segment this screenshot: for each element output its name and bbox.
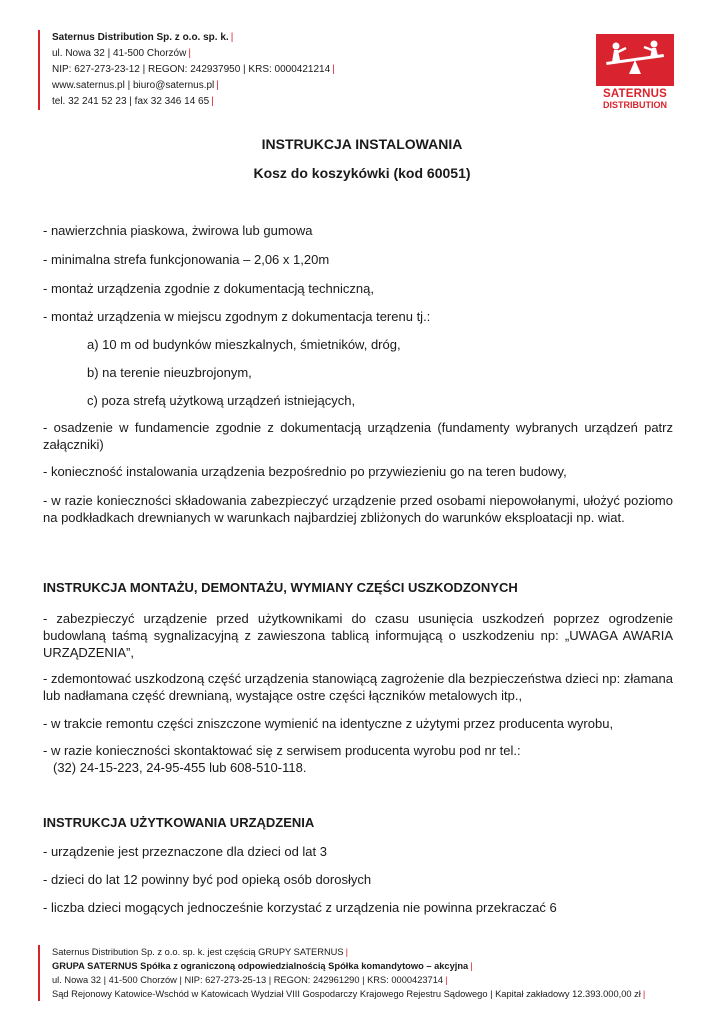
install-item: - nawierzchnia piaskowa, żwirowa lub gumowa	[43, 223, 313, 238]
document-title: INSTRUKCJA INSTALOWANIA	[261, 136, 463, 152]
montage-item: - zabezpieczyć urządzenie przed użytkownikami do czasu usunięcia uszkodzeń poprzez ogrodzenie budowlaną taśmą sygnalizacyjną z zawieszona tablicą informującą o uszkodzeniu np: „UWAGA AWARIA URZĄDZENIA”,	[43, 611, 673, 660]
usage-item: - liczba dzieci mogących jednocześnie korzystać z urządzenia nie powinna przekraczać 6	[43, 900, 557, 915]
usage-heading: INSTRUKCJA UŻYTKOWANIA URZĄDZENIA	[43, 815, 315, 830]
company-name: Saternus Distribution Sp. z o.o. sp. k.	[52, 32, 229, 43]
install-item: - osadzenie w fundamencie zgodnie z dokumentacją urządzenia (fundamenty wybranych urządzeń patrz załączniki)	[43, 420, 673, 452]
montage-item: - zdemontować uszkodzoną część urządzenia stanowiącą zagrożenie dla bezpieczeństwa dzieci np: złamana lub nadłamana część drewnianą, wystające ostre części łączników metalowych itp.,	[43, 671, 673, 703]
usage-item: - urządzenie jest przeznaczone dla dzieci od lat 3	[43, 844, 327, 859]
install-item: - konieczność instalowania urządzenia bezpośrednio po przywiezieniu go na teren budowy,	[43, 464, 567, 479]
company-phone: tel. 32 241 52 23 | fax 32 346 14 65	[52, 96, 210, 107]
document-subtitle: Kosz do koszykówki (kod 60051)	[253, 165, 471, 181]
montage-item: - w trakcie remontu części zniszczone wymienić na identyczne z użytymi przez producenta wyrobu,	[43, 716, 614, 731]
install-subitem: a) 10 m od budynków mieszkalnych, śmietników, dróg,	[87, 337, 401, 352]
company-address: ul. Nowa 32 | 41-500 Chorzów	[52, 48, 187, 59]
install-item: - minimalna strefa funkcjonowania – 2,06 x 1,20m	[43, 252, 330, 267]
install-item: - w razie konieczności składowania zabezpieczyć urządzenie przed osobami niepowołanymi, ułożyć poziomo na podkładkach drewnianych w warunkach najbardziej zbliżonych do warunków eksploatacji np. wiat.	[43, 493, 673, 525]
montage-item: - w razie konieczności skontaktować się z serwisem producenta wyrobu pod nr tel.:	[43, 743, 521, 758]
install-item: - montaż urządzenia zgodnie z dokumentacją techniczną,	[43, 281, 374, 296]
footer-line: ul. Nowa 32 | 41-500 Chorzów | NIP: 627-273-25-13 | REGON: 242961290 | KRS: 0000423714	[52, 975, 444, 985]
logo-text-saternus: SATERNUS	[602, 88, 667, 100]
logo-text-distribution: DISTRIBUTION	[603, 100, 667, 110]
company-ids: NIP: 627-273-23-12 | REGON: 242937950 | KRS: 0000421214	[52, 64, 331, 75]
install-subitem: b) na terenie nieuzbrojonym,	[87, 365, 252, 380]
footer-line: Sąd Rejonowy Katowice-Wschód w Katowicach Wydział VIII Gospodarczy Krajowego Rejestru Sądowego | Kapitał zakładowy 12.393.000,00 zł	[52, 989, 641, 999]
seesaw-icon	[596, 34, 674, 86]
montage-heading: INSTRUKCJA MONTAŻU, DEMONTAŻU, WYMIANY CZĘŚCI USZKODZONYCH	[43, 580, 518, 595]
company-footer: Saternus Distribution Sp. z o.o. sp. k. jest częścią GRUPY SATERNUS | GRUPA SATERNUS Spółka z ograniczoną odpowiedzialnością Spółka komandytowo – akcyjna | ul. Nowa 32 | 41-500 Chorzów | NIP: 627-273-25-13 | REGON: 242961290 | KRS: 0000423714 | Sąd Rejonowy Katowice-Wschód w Katowicach Wydział VIII Gospodarczy Krajowego Rejestru Sądowego | Kapitał zakładowy 12.393.000,00 zł |	[38, 945, 645, 1001]
footer-line: GRUPA SATERNUS Spółka z ograniczoną odpowiedzialnością Spółka komandytowo – akcyjna	[52, 961, 469, 971]
install-item: - montaż urządzenia w miejscu zgodnym z dokumentacja terenu tj.:	[43, 309, 431, 324]
company-web: www.saternus.pl | biuro@saternus.pl	[52, 80, 215, 91]
install-subitem: c) poza strefą użytkową urządzeń istniejących,	[87, 393, 356, 408]
usage-item: - dzieci do lat 12 powinny być pod opieką osób dorosłych	[43, 872, 372, 887]
company-header: Saternus Distribution Sp. z o.o. sp. k. | ul. Nowa 32 | 41-500 Chorzów | NIP: 627-273-23-12 | REGON: 242937950 | KRS: 0000421214 | www.saternus.pl | biuro@saternus.pl | tel. 32 241 52 23 | fax 32 346 14 65 |	[38, 30, 335, 110]
saternus-logo	[596, 34, 674, 108]
service-phone-numbers: (32) 24-15-223, 24-95-455 lub 608-510-118.	[53, 760, 307, 775]
footer-line: Saternus Distribution Sp. z o.o. sp. k. jest częścią GRUPY SATERNUS	[52, 947, 344, 957]
